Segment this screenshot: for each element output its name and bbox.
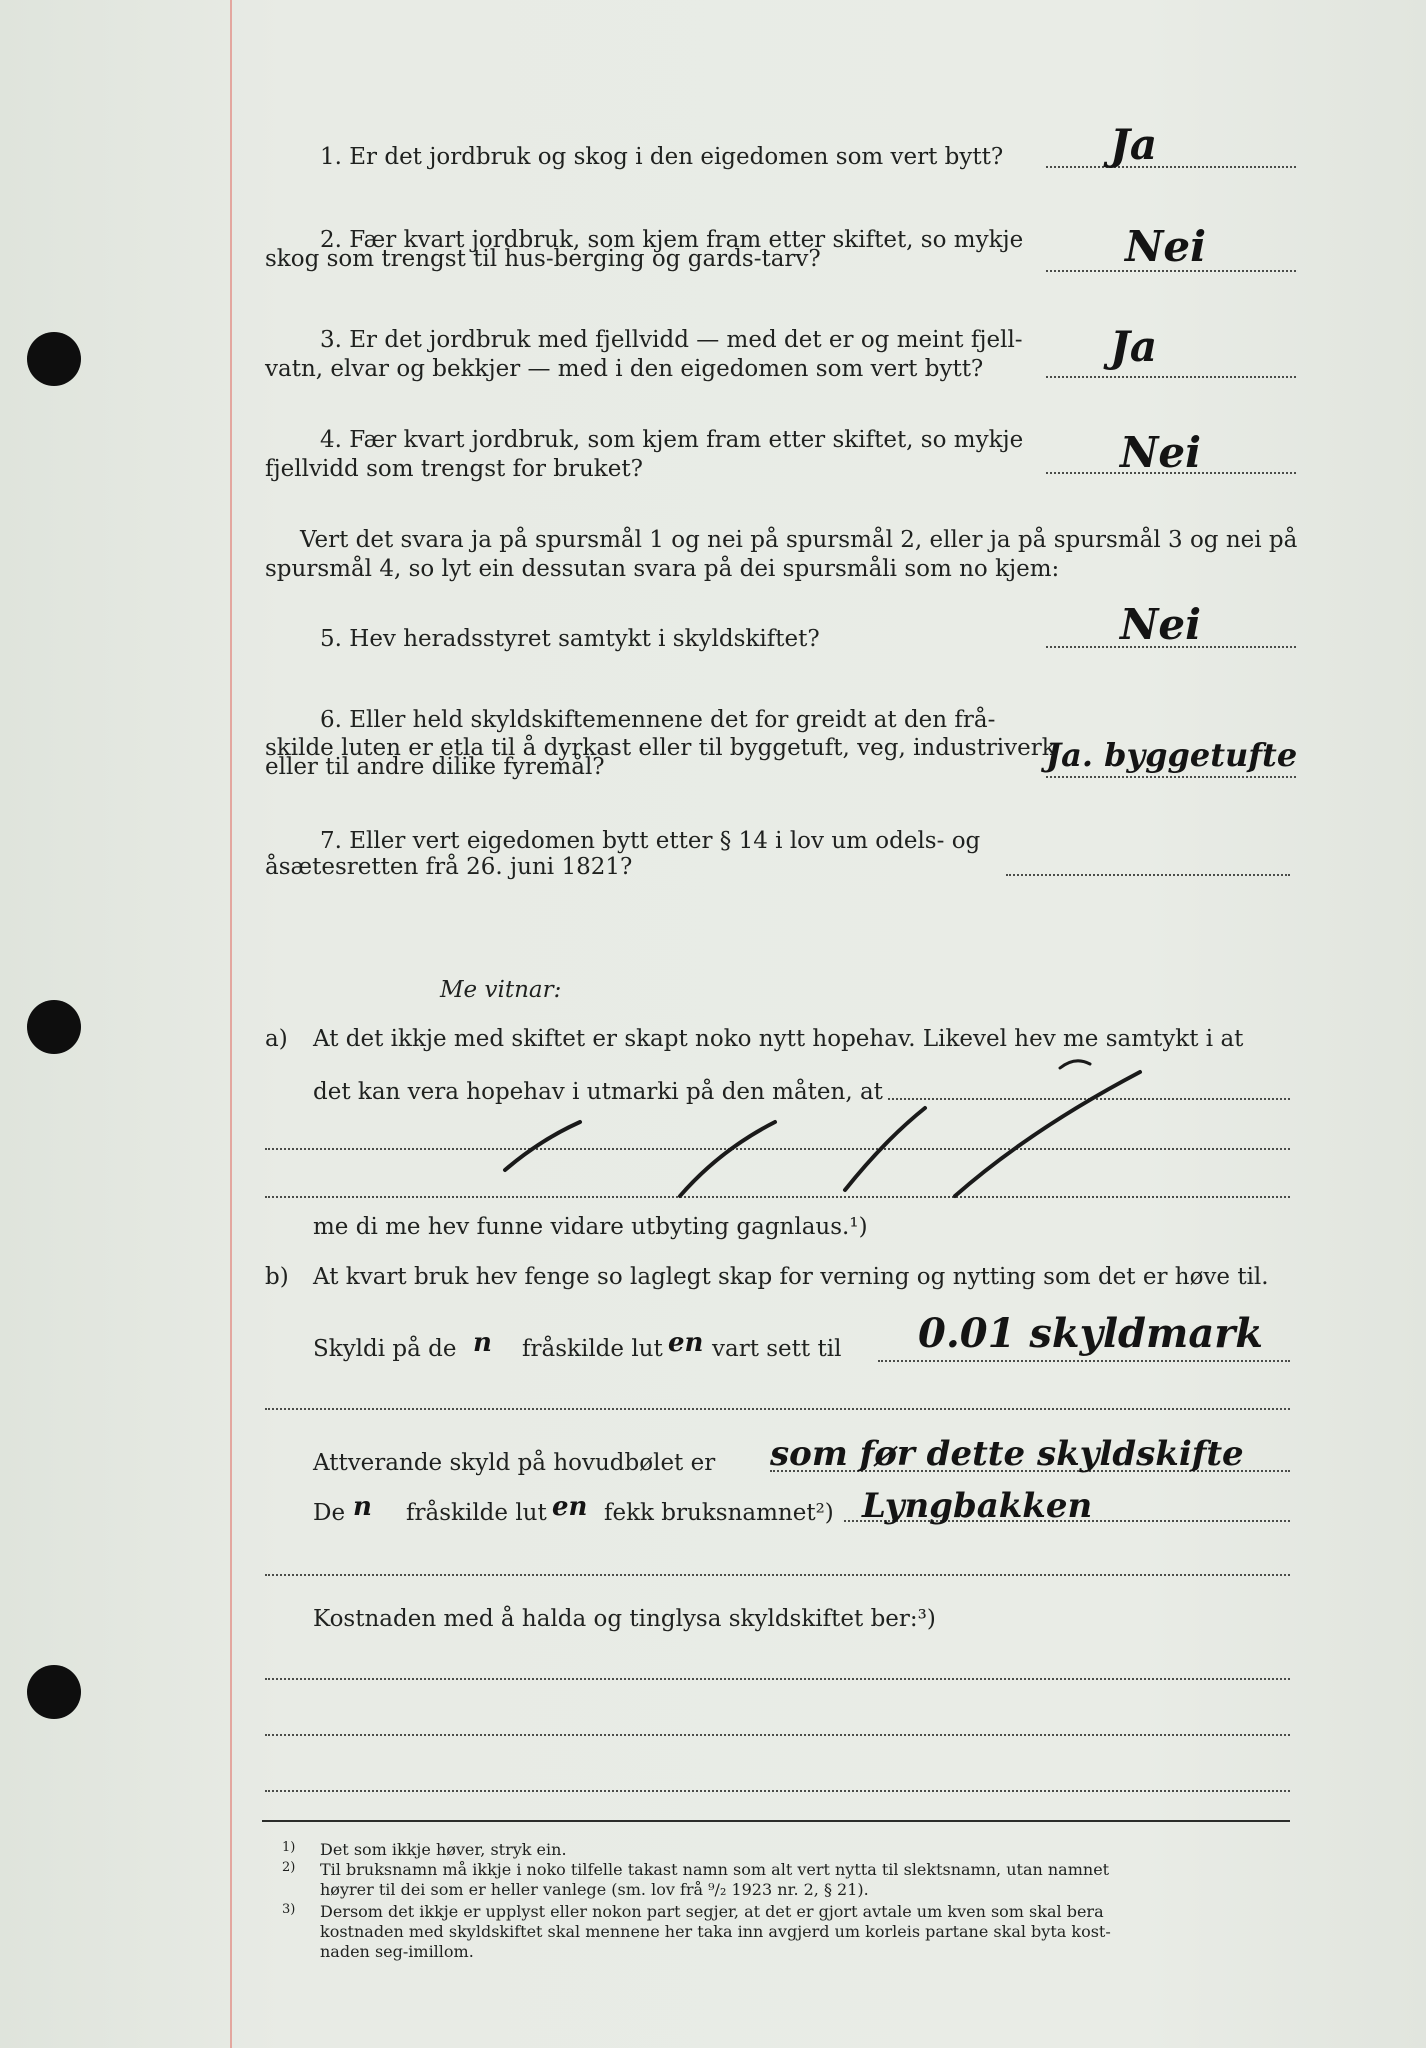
question-6-line-3: eller til andre dilike fyremål? bbox=[265, 754, 605, 780]
footnote-2-line-2: høyrer til dei som er heller vanlege (sm. lov frå ⁹/₂ 1923 nr. 2, § 21). bbox=[320, 1880, 869, 1899]
answer-4: Nei bbox=[1120, 428, 1202, 477]
bruksnamn-value: Lyngbakken bbox=[862, 1486, 1093, 1526]
skyldi-label-b: fråskilde lut bbox=[522, 1336, 663, 1362]
question-4-line-2: fjellvidd som trengst for bruket? bbox=[265, 456, 643, 482]
answer-2: Nei bbox=[1125, 222, 1207, 271]
bruksnamn-fill-1: n bbox=[353, 1492, 372, 1522]
footnote-3-line-3: naden seg-imillom. bbox=[320, 1942, 474, 1961]
question-7-line-2: åsætesretten frå 26. juni 1821? bbox=[265, 854, 633, 880]
conditional-line-1: Vert det svara ja på spursmål 1 og nei på spursmål 2, eller ja på spursmål 3 og nei på bbox=[300, 527, 1298, 553]
footnote-3-line-2: kostnaden med skyldskiftet skal mennene her taka inn avgjerd um korleis partane skal byta kost- bbox=[320, 1922, 1111, 1941]
kostnad-label: Kostnaden med å halda og tinglysa skyldskiftet ber:³) bbox=[313, 1606, 936, 1632]
witness-a-label: a) bbox=[265, 1026, 288, 1052]
footnote-1-mark: 1) bbox=[282, 1840, 296, 1855]
bruksnamn-label-b: fråskilde lut bbox=[406, 1500, 547, 1526]
answer-1: Ja bbox=[1110, 120, 1158, 169]
question-2-line-2: skog som trengst til hus-berging og gards-tarv? bbox=[265, 246, 821, 272]
footnote-1-line-1: Det som ikkje høver, stryk ein. bbox=[320, 1840, 567, 1859]
answer-3: Ja bbox=[1110, 322, 1158, 371]
question-5-line-1: 5. Hev heradsstyret samtykt i skyldskiftet? bbox=[320, 626, 820, 652]
question-7-line-1: 7. Eller vert eigedomen bytt etter § 14 i lov um odels- og bbox=[320, 828, 981, 854]
bruksnamn-label-a: De bbox=[313, 1500, 346, 1526]
attverande-label: Attverande skyld på hovudbølet er bbox=[313, 1450, 716, 1476]
conditional-line-2: spursmål 4, so lyt ein dessutan svara på dei spursmåli som no kjem: bbox=[265, 556, 1060, 582]
witness-b-label: b) bbox=[265, 1264, 289, 1290]
skyldi-label-c: vart sett til bbox=[712, 1336, 842, 1362]
attverande-value: som før dette skyldskifte bbox=[770, 1434, 1244, 1474]
skyldi-value: 0.01 skyldmark bbox=[918, 1310, 1264, 1357]
question-3-line-1: 3. Er det jordbruk med fjellvidd — med det er og meint fjell- bbox=[320, 327, 1023, 353]
footnote-2-mark: 2) bbox=[282, 1860, 296, 1875]
answer-5: Nei bbox=[1120, 600, 1202, 649]
witness-a-line-2: det kan vera hopehav i utmarki på den måten, at bbox=[313, 1079, 883, 1105]
witness-heading: Me vitnar: bbox=[440, 977, 562, 1003]
bruksnamn-fill-2: en bbox=[552, 1492, 588, 1522]
question-1-line-1: 1. Er det jordbruk og skog i den eigedomen som vert bytt? bbox=[320, 144, 1004, 170]
answer-6: Ja. byggetufte bbox=[1046, 736, 1298, 774]
skyldi-fill-2: en bbox=[668, 1328, 704, 1358]
witness-b-line-1: At kvart bruk hev fenge so laglegt skap for verning og nytting som det er høve til. bbox=[313, 1264, 1269, 1290]
question-2-line-1: 2. Fær kvart jordbruk, som kjem fram etter skiftet, so mykje bbox=[320, 227, 1024, 253]
question-6-line-2: skilde luten er etla til å dyrkast eller til byggetuft, veg, industriverk bbox=[265, 735, 1056, 761]
skyldi-label-a: Skyldi på de bbox=[313, 1336, 457, 1362]
skyldi-fill-1: n bbox=[473, 1328, 492, 1358]
question-4-line-1: 4. Fær kvart jordbruk, som kjem fram etter skiftet, so mykje bbox=[320, 427, 1024, 453]
bruksnamn-label-c: fekk bruksnamnet²) bbox=[604, 1500, 834, 1526]
footnote-3-line-1: Dersom det ikkje er upplyst eller nokon part segjer, at det er gjort avtale um kven som skal bera bbox=[320, 1902, 1104, 1921]
question-3-line-2: vatn, elvar og bekkjer — med i den eigedomen som vert bytt? bbox=[265, 356, 984, 382]
witness-a-line-1: At det ikkje med skiftet er skapt noko nytt hopehav. Likevel hev me samtykt i at bbox=[313, 1026, 1244, 1052]
question-6-line-1: 6. Eller held skyldskiftemennene det for greidt at den frå- bbox=[320, 707, 996, 733]
footnote-2-line-1: Til bruksnamn må ikkje i noko tilfelle takast namn som alt vert nytta til slektsnamn, utan namnet bbox=[320, 1860, 1110, 1879]
witness-a-line-3: me di me hev funne vidare utbyting gagnlaus.¹) bbox=[313, 1214, 868, 1240]
footnote-3-mark: 3) bbox=[282, 1902, 296, 1917]
